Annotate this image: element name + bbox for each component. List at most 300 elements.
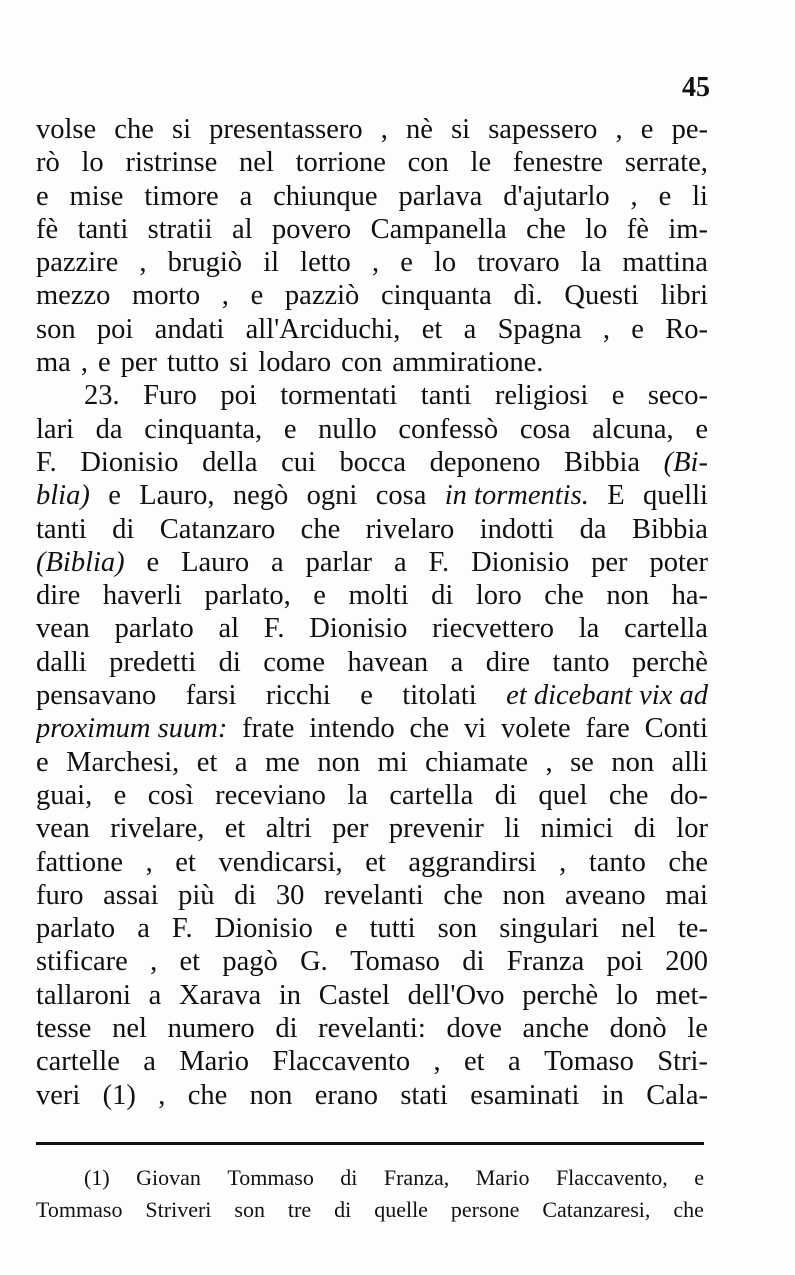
word: che <box>187 1079 228 1111</box>
text-line <box>36 146 708 179</box>
text-line <box>36 246 708 279</box>
word: al <box>218 613 240 645</box>
text-line <box>36 945 708 978</box>
word: volete <box>500 713 571 745</box>
word: Dionisio <box>471 546 570 578</box>
word: quelli <box>643 480 708 512</box>
word: tesse <box>36 1013 92 1045</box>
word: tutti <box>369 913 416 945</box>
word: torrione <box>295 147 386 179</box>
word: mai <box>665 879 708 911</box>
word: da <box>579 513 607 545</box>
word: dalli <box>36 646 87 678</box>
word: rivelaro <box>365 513 455 545</box>
word: son <box>437 913 478 945</box>
word: singulari <box>499 913 599 945</box>
word: e <box>250 280 264 312</box>
word: , <box>602 313 610 345</box>
text-line <box>36 679 708 712</box>
word: fattione <box>36 846 124 878</box>
word: lo <box>615 979 638 1011</box>
word: vean <box>36 613 90 645</box>
word: et <box>179 946 201 978</box>
word: son <box>36 313 76 345</box>
word: vi <box>463 713 487 745</box>
word: con <box>341 347 383 379</box>
word: mise <box>69 180 124 212</box>
word: di <box>275 1013 298 1045</box>
word: di <box>234 879 257 911</box>
word: Tommaso <box>227 1165 314 1190</box>
word: Bibbia <box>631 513 708 545</box>
word: fè <box>36 213 59 245</box>
word: all'Arciduchi, <box>245 313 401 345</box>
word: , <box>80 347 88 379</box>
word: Giovan <box>136 1165 201 1190</box>
word: le <box>687 1013 708 1045</box>
word: della <box>202 446 258 478</box>
word: blia) <box>36 480 90 512</box>
word: dell'Ovo <box>407 979 505 1011</box>
word: d'ajutarlo <box>503 180 610 212</box>
word: pe- <box>671 114 708 145</box>
word: Franza, <box>383 1165 450 1190</box>
word: tanti <box>77 213 129 245</box>
word: brugiò <box>167 247 243 279</box>
word: perchè <box>632 646 708 678</box>
word: le <box>470 147 492 179</box>
word: , <box>150 946 158 978</box>
word: nel <box>112 1013 147 1045</box>
text-line <box>36 379 708 412</box>
word: ristrinse <box>125 147 218 179</box>
word: li <box>692 180 708 212</box>
word: di <box>334 1197 352 1222</box>
text-line <box>36 912 708 945</box>
word: in <box>278 979 302 1011</box>
word: di <box>462 946 485 978</box>
word: rò <box>36 147 60 179</box>
word: et <box>224 813 246 845</box>
word: Xarava <box>178 979 262 1011</box>
word: a <box>508 1046 521 1078</box>
word: che <box>300 513 341 545</box>
word: dove <box>446 1013 502 1045</box>
word: li <box>504 813 521 845</box>
word: , <box>559 846 567 878</box>
word: morto <box>132 280 201 312</box>
word: ha- <box>671 580 708 612</box>
word: Dionisio <box>309 613 408 645</box>
word: di <box>633 813 656 845</box>
word: vendicarsi, <box>218 846 343 878</box>
word: tutto <box>167 347 220 379</box>
word: met- <box>655 979 708 1011</box>
word: (1) <box>84 1165 110 1190</box>
text-line <box>36 279 708 312</box>
word: Ro- <box>665 313 708 345</box>
word: Furo <box>143 380 197 412</box>
word: parlava <box>398 180 483 212</box>
word: e <box>694 1165 704 1190</box>
text-line <box>36 812 708 845</box>
word: e <box>36 180 49 212</box>
word: , <box>145 846 153 878</box>
text-line <box>36 612 708 645</box>
word: parlar <box>305 546 373 578</box>
footnote-line <box>36 1162 704 1194</box>
word: numero <box>167 1013 255 1045</box>
page-number: 45 <box>682 72 710 103</box>
word: a <box>450 646 464 678</box>
word: do- <box>669 779 708 811</box>
word: G. <box>300 946 328 978</box>
word: letto <box>300 247 351 279</box>
word: stificare <box>36 946 128 978</box>
word: stratii <box>147 213 213 245</box>
word: e <box>611 380 625 412</box>
word: a <box>393 546 407 578</box>
text-line <box>36 513 708 546</box>
word: Campanella <box>370 213 507 245</box>
word: a <box>148 979 162 1011</box>
word: che <box>608 779 649 811</box>
word: ammiratione. <box>392 347 544 379</box>
word: parlato, <box>204 580 291 612</box>
word: aveano <box>564 879 646 911</box>
word: revelanti: <box>318 1013 426 1045</box>
word: altri <box>265 813 312 845</box>
word: proximum suum: <box>36 713 228 745</box>
word: tallaroni <box>36 979 131 1011</box>
word: , <box>221 280 229 312</box>
word: esaminati <box>470 1079 580 1111</box>
word: e <box>313 580 326 612</box>
word: tanti <box>36 513 87 545</box>
word: , <box>371 247 380 279</box>
word: seco- <box>647 380 708 412</box>
word: cartella <box>389 779 474 811</box>
word: Marchesi, <box>66 746 180 778</box>
word: se <box>570 746 594 778</box>
word: a <box>271 546 284 578</box>
word: per <box>591 546 628 578</box>
word: riecvettero <box>432 613 555 645</box>
word: 200 <box>665 946 708 978</box>
word: cartella <box>624 613 708 645</box>
text-line <box>36 113 708 146</box>
word: poi <box>96 313 134 345</box>
word: lo <box>81 147 104 179</box>
word: che <box>526 213 566 245</box>
word: e <box>400 247 413 279</box>
word: non <box>317 746 361 778</box>
word: che <box>673 1197 704 1222</box>
word: parlato <box>36 913 116 945</box>
text-line <box>36 546 708 579</box>
word: cui <box>281 446 316 478</box>
text-line <box>36 479 708 512</box>
word: pazziò <box>284 280 360 312</box>
word: assai <box>103 879 159 911</box>
word: in <box>601 1079 624 1111</box>
word: cartelle <box>36 1046 120 1078</box>
word: al <box>232 213 253 245</box>
word: quelle <box>374 1197 428 1222</box>
word: chiamate <box>425 746 528 778</box>
word: e <box>631 313 644 345</box>
word: religiosi <box>494 380 589 412</box>
text-line <box>36 313 708 346</box>
word: et <box>421 313 443 345</box>
word: e <box>695 413 708 445</box>
text-line <box>36 979 708 1012</box>
word: prevenir <box>388 813 484 845</box>
word: tormentati <box>280 380 398 412</box>
word: et <box>464 1046 485 1078</box>
word: non <box>606 580 650 612</box>
word: (Biblia) <box>36 546 125 578</box>
word: di <box>112 513 135 545</box>
word: la <box>580 247 602 279</box>
word: nimici <box>540 813 614 845</box>
word: e <box>146 546 160 578</box>
word: si <box>229 347 249 379</box>
word: a <box>143 1046 156 1078</box>
text-line <box>36 779 708 812</box>
word: a <box>239 180 253 212</box>
word: te- <box>677 913 708 945</box>
word: haverli <box>102 580 182 612</box>
word: la <box>578 613 600 645</box>
word: , <box>545 746 553 778</box>
word: pensavano <box>36 680 157 712</box>
word: nullo <box>318 413 377 445</box>
word: che <box>409 713 450 745</box>
word: e <box>658 180 672 212</box>
word: e <box>97 347 111 379</box>
word: cosa <box>519 413 571 445</box>
word: fè <box>626 213 649 245</box>
word: Flaccavento, <box>555 1165 668 1190</box>
footnote-divider <box>36 1142 704 1145</box>
word: trovaro <box>477 247 560 279</box>
footnote-line <box>36 1194 704 1226</box>
word: im- <box>668 213 708 245</box>
text-line <box>36 346 708 379</box>
word: donò <box>609 1013 667 1045</box>
text-line <box>36 413 708 446</box>
word: receviano <box>215 779 326 811</box>
word: deponeno <box>429 446 541 478</box>
text-line <box>36 712 708 745</box>
word: Tomaso <box>544 1046 634 1078</box>
word: negò <box>232 480 289 512</box>
word: et dicebant vix ad <box>506 680 708 712</box>
word: Catanzaro <box>159 513 276 545</box>
word: Catanzaresi, <box>542 1197 651 1222</box>
word: intendo <box>309 713 395 745</box>
word: Dionisio <box>214 913 313 945</box>
word: più <box>178 879 215 911</box>
word: et <box>175 846 196 878</box>
word: lo <box>585 213 608 245</box>
word: erano <box>314 1079 378 1111</box>
word: per <box>332 813 369 845</box>
text-line <box>36 1012 708 1045</box>
text-line <box>36 1079 708 1112</box>
text-line <box>36 446 708 479</box>
word: di <box>494 779 517 811</box>
word: il <box>263 247 280 279</box>
word: che <box>443 879 483 911</box>
word: Cala- <box>646 1079 708 1111</box>
word: F. <box>428 546 450 578</box>
word: Mario <box>179 1046 249 1078</box>
word: et <box>196 746 218 778</box>
word: la <box>347 779 368 811</box>
word: F. <box>263 613 285 645</box>
word: e <box>283 413 297 445</box>
word: timore <box>144 180 219 212</box>
word: fare <box>585 713 630 745</box>
word: revelanti <box>324 879 424 911</box>
word: e <box>360 680 373 712</box>
word: poi <box>606 946 643 978</box>
word: Tommaso <box>36 1197 123 1222</box>
word: Questi <box>564 280 639 312</box>
word: chiunque <box>273 180 378 212</box>
text-line <box>36 180 708 213</box>
word: Flaccavento <box>272 1046 411 1078</box>
word: così <box>147 779 194 811</box>
word: (1) <box>102 1079 136 1111</box>
word: , <box>380 114 388 145</box>
footnote <box>36 1162 704 1226</box>
word: pagò <box>222 946 278 978</box>
word: loro <box>475 580 522 612</box>
word: di <box>218 646 241 678</box>
word: Lauro <box>181 546 250 578</box>
word: , <box>630 180 638 212</box>
word: pazzire <box>36 247 119 279</box>
word: Mario <box>475 1165 530 1190</box>
word: di <box>340 1165 358 1190</box>
word: Striveri <box>145 1197 212 1222</box>
word: farsi <box>185 680 237 712</box>
word: mi <box>377 746 408 778</box>
word: presentassero <box>209 114 363 145</box>
word: 23. <box>84 380 120 412</box>
word: cosa <box>375 480 427 512</box>
word: (Bi- <box>663 446 708 478</box>
word: Franza <box>506 946 585 978</box>
word: Conti <box>644 713 708 745</box>
word: tanto <box>552 646 610 678</box>
word: Stri- <box>657 1046 708 1078</box>
word: quel <box>538 779 588 811</box>
word: ogni <box>306 480 358 512</box>
word: fenestre <box>512 147 604 179</box>
text-line <box>36 213 708 246</box>
word: 30 <box>275 879 305 911</box>
word: da <box>95 413 123 445</box>
text-line <box>36 579 708 612</box>
word: nel <box>621 913 656 945</box>
word: Bibbia <box>564 446 641 478</box>
word: veri <box>36 1079 81 1111</box>
word: me <box>265 746 300 778</box>
word: et <box>365 846 386 878</box>
word: libri <box>660 280 708 312</box>
word: che <box>544 580 584 612</box>
word: confessò <box>398 413 499 445</box>
word: tanto <box>588 846 646 878</box>
word: lari <box>36 413 74 445</box>
word: Dionisio <box>80 446 179 478</box>
word: E <box>607 480 625 512</box>
word: che <box>668 846 708 878</box>
word: stati <box>400 1079 448 1111</box>
word: si <box>171 114 191 145</box>
word: poi <box>220 380 257 412</box>
word: dì. <box>513 280 543 312</box>
word: a <box>463 313 477 345</box>
word: molti <box>348 580 409 612</box>
word: e <box>113 779 127 811</box>
word: , <box>615 114 623 145</box>
word: son <box>234 1197 265 1222</box>
text-line <box>36 846 708 879</box>
word: nel <box>239 147 274 179</box>
word: sapessero <box>488 114 598 145</box>
word: F. <box>171 913 193 945</box>
word: persone <box>450 1197 520 1222</box>
word: anche <box>522 1013 589 1045</box>
word: ricchi <box>265 680 331 712</box>
word: dire <box>36 580 81 612</box>
word: Spagna <box>497 313 582 345</box>
word: , <box>139 247 147 279</box>
text-line <box>36 1045 708 1078</box>
word: perchè <box>522 979 599 1011</box>
word: predetti <box>109 646 197 678</box>
word: F. <box>36 446 57 478</box>
word: lo <box>433 247 457 279</box>
main-text <box>36 113 708 1112</box>
word: frate <box>242 713 295 745</box>
word: furo <box>36 879 84 911</box>
word: Castel <box>318 979 390 1011</box>
word: che <box>114 114 154 145</box>
word: , <box>433 1046 441 1078</box>
word: per <box>120 347 157 379</box>
word: non <box>502 879 546 911</box>
word: nè <box>406 114 433 145</box>
word: a <box>234 746 248 778</box>
word: dire <box>485 646 531 678</box>
word: lodaro <box>258 347 332 379</box>
text-line <box>36 646 708 679</box>
word: indotti <box>479 513 555 545</box>
word: povero <box>272 213 352 245</box>
text-line <box>36 746 708 779</box>
word: Lauro, <box>139 480 215 512</box>
word: con <box>407 147 449 179</box>
word: aggrandirsi <box>408 846 537 878</box>
text-line <box>36 879 708 912</box>
word: alcuna, <box>592 413 674 445</box>
